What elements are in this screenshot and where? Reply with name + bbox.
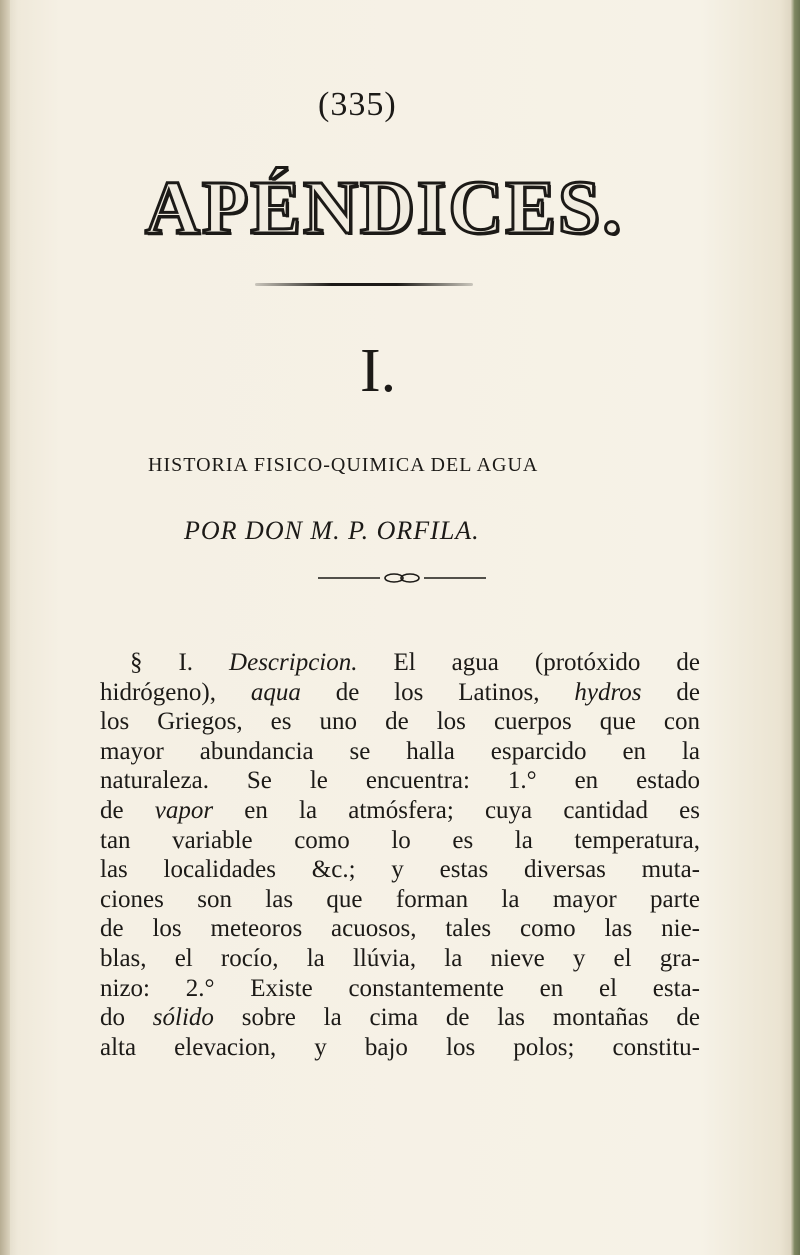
italic-term: hydros: [574, 678, 642, 706]
text-line: [100, 1033, 700, 1063]
text-segment: tan variable como lo es la temperatura,: [100, 826, 700, 854]
text-segment: de: [100, 796, 155, 824]
appendices-heading: APÉNDICES.: [145, 166, 624, 250]
article-title: HISTORIA FISICO-QUIMICA DEL AGUA: [148, 454, 539, 476]
text-line: [100, 766, 700, 796]
text-segment: las localidades &c.; y estas diversas muta-: [100, 856, 700, 884]
text-segment: § I.: [130, 649, 230, 676]
text-line: [100, 648, 700, 678]
ornament-divider-icon: [318, 572, 486, 584]
text-segment: de: [641, 678, 700, 706]
text-segment: en la atmósfera; cuya cantidad es: [213, 796, 700, 824]
text-segment: naturaleza. Se le encuentra: 1.° en estado: [100, 767, 700, 795]
text-segment: nizo: 2.° Existe constantemente en el esta-: [100, 974, 700, 1002]
section-numeral: I.: [360, 337, 397, 405]
text-line: [100, 944, 700, 974]
text-line: [100, 885, 700, 915]
text-segment: ciones son las que forman la mayor parte: [100, 885, 700, 913]
italic-term: aqua: [250, 678, 301, 706]
page-number: (335): [318, 86, 397, 123]
text-line: [100, 678, 700, 708]
body-paragraph: [100, 648, 700, 1062]
page-edge: [791, 0, 800, 1255]
article-author: POR DON M. P. ORFILA.: [184, 516, 480, 545]
text-segment: de los Latinos,: [300, 678, 575, 706]
heading-rule: [255, 283, 473, 286]
page-binding-shadow: [0, 0, 10, 1255]
text-segment: blas, el rocío, la llúvia, la nieve y el gra-: [100, 944, 700, 972]
text-segment: mayor abundancia se halla esparcido en la: [100, 737, 700, 765]
text-line: [100, 707, 700, 737]
text-segment: sobre la cima de las montañas de: [213, 1004, 700, 1032]
text-line: [100, 914, 700, 944]
text-segment: El agua (protóxido de: [357, 649, 700, 676]
text-line: [100, 737, 700, 767]
text-segment: hidrógeno),: [100, 678, 251, 706]
text-segment: los Griegos, es uno de los cuerpos que con: [100, 708, 700, 736]
text-segment: alta elevacion, y bajo los polos; constitu-: [100, 1033, 700, 1061]
italic-term: sólido: [152, 1004, 214, 1032]
text-line: [100, 974, 700, 1004]
italic-term: Descripcion.: [229, 649, 358, 676]
italic-term: vapor: [154, 796, 214, 824]
text-segment: de los meteoros acuosos, tales como las nie-: [100, 915, 700, 943]
text-line: [100, 826, 700, 856]
text-segment: do: [100, 1004, 153, 1032]
text-line: [100, 796, 700, 826]
text-line: [100, 855, 700, 885]
text-line: [100, 1003, 700, 1033]
